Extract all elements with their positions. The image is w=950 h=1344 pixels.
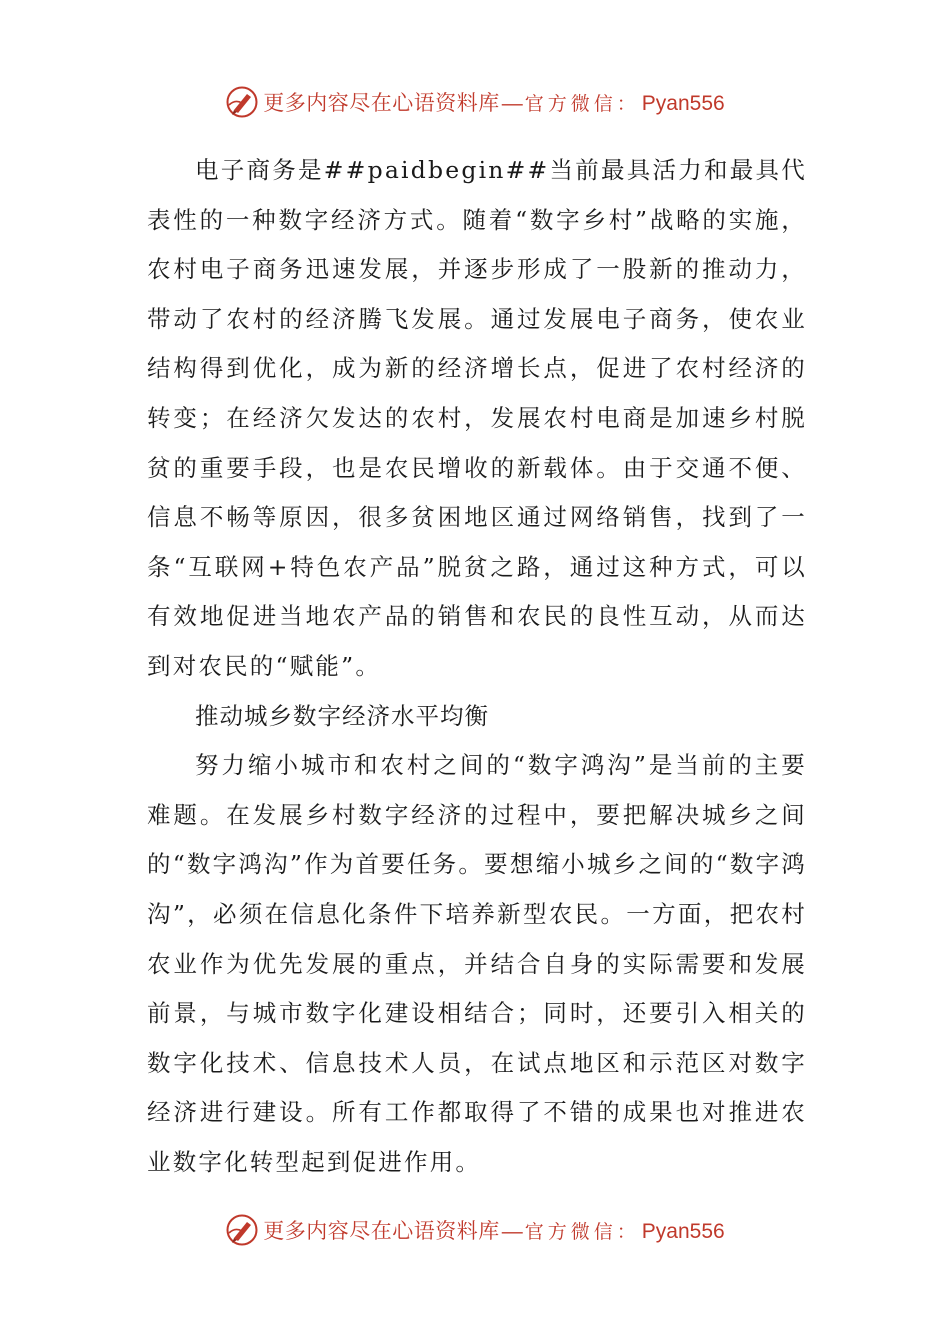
banner-dash: — — [501, 1220, 523, 1243]
document-body — [147, 146, 807, 1187]
banner-wechat-id: Pyan556 — [641, 92, 725, 115]
banner-title: 更多内容尽在心语资料库 — [263, 1219, 500, 1243]
banner-dash: — — [501, 92, 523, 115]
header-banner — [0, 82, 950, 122]
section-heading: 推动城乡数字经济水平均衡 — [195, 701, 489, 730]
pen-logo-icon — [225, 1213, 259, 1247]
footer-banner — [0, 1210, 950, 1250]
banner-title: 更多内容尽在心语资料库 — [263, 91, 500, 115]
banner-wechat-label: 官方微信： — [524, 93, 640, 115]
paragraph-ecommerce: 电子商务是##paidbegin##当前最具活力和最具代表性的一种数字经济方式。随着“数字乡村”战略的实施，农村电子商务迅速发展，并逐步形成了一股新的推动力，带动了农村的经济腾飞发展。通过发展电子商务，使农业结构得到优化，成为新的经济增长点，促进了农村经济的转变；在经济欠发达的农村，发展农村电商是加速乡村脱贫的重要手段，也是农民增收的新载体。由于交通不便、信息不畅等原因，很多贫困地区通过网络销售，找到了一条“互联网+特色农产品”脱贫之路，通过这种方式，可以有效地促进当地农产品的销售和农民的良性互动，从而达到对农民的“赋能”。 — [147, 156, 807, 680]
paragraph-digital-divide: 努力缩小城市和农村之间的“数字鸿沟”是当前的主要难题。在发展乡村数字经济的过程中，要把解决城乡之间的“数字鸿沟”作为首要任务。要想缩小城乡之间的“数字鸿沟”，必须在信息化条件下培养新型农民。一方面，把农村农业作为优先发展的重点，并结合自身的实际需要和发展前景，与城市数字化建设相结合；同时，还要引入相关的数字化技术、信息技术人员，在试点地区和示范区对数字经济进行建设。所有工作都取得了不错的成果也对推进农业数字化转型起到促进作用。 — [147, 751, 807, 1176]
pen-logo-icon — [225, 85, 259, 119]
banner-wechat-label: 官方微信： — [524, 1221, 640, 1243]
banner-wechat-id: Pyan556 — [641, 1220, 725, 1243]
